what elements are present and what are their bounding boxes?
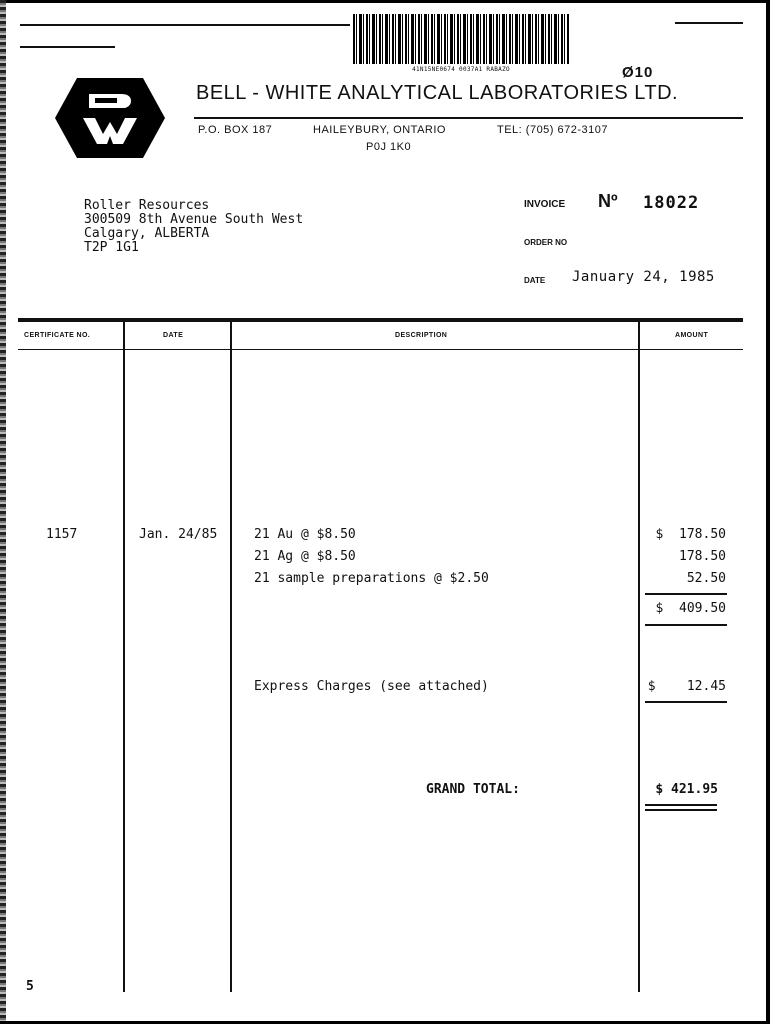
header-description: DESCRIPTION xyxy=(395,332,448,339)
barcode-text: 41N15NE0674 0037A1 RABAZO xyxy=(412,66,510,73)
header-amount: AMOUNT xyxy=(675,332,709,339)
grand-total-underline xyxy=(645,804,717,806)
line-description: 21 sample preparations @ $2.50 xyxy=(254,571,489,586)
scan-border-right xyxy=(766,0,770,1024)
express-charges-description: Express Charges (see attached) xyxy=(254,679,489,694)
company-city: HAILEYBURY, ONTARIO xyxy=(313,124,446,136)
page-mark: 5 xyxy=(26,979,34,994)
line-description: 21 Au @ $8.50 xyxy=(254,527,356,542)
invoice-number: 18022 xyxy=(643,193,700,213)
grand-total-double-underline xyxy=(645,809,717,811)
line-amount: 52.50 xyxy=(686,571,726,586)
header-top-rule-left xyxy=(20,24,350,26)
column-divider xyxy=(638,320,640,992)
table-top-rule xyxy=(18,318,743,322)
grand-total-amount: $ 421.95 xyxy=(655,782,718,797)
subtotal-rule xyxy=(645,593,727,595)
company-postal-code: P0J 1K0 xyxy=(366,141,412,153)
line-description: 21 Ag @ $8.50 xyxy=(254,549,356,564)
bill-to-postal: T2P 1G1 xyxy=(84,240,139,255)
line-amount: $ 178.50 xyxy=(655,527,726,542)
table-header-rule xyxy=(18,349,743,350)
order-number-label: ORDER NO xyxy=(524,238,568,247)
scan-mark xyxy=(20,46,115,48)
invoice-label: INVOICE xyxy=(524,199,566,210)
company-logo-icon xyxy=(55,78,165,158)
certificate-number: 1157 xyxy=(46,527,78,542)
company-underline xyxy=(194,117,743,119)
scan-border-top xyxy=(0,0,770,3)
express-charges-amount: $ 12.45 xyxy=(647,679,726,694)
bill-to-city: Calgary, ALBERTA xyxy=(84,226,210,241)
bill-to-address xyxy=(84,199,303,255)
invoice-date: January 24, 1985 xyxy=(572,269,715,285)
invoice-number-mark: Nº xyxy=(598,191,618,211)
company-name: BELL - WHITE ANALYTICAL LABORATORIES LTD. xyxy=(196,82,679,104)
grand-total-label: GRAND TOTAL: xyxy=(426,782,520,797)
barcode xyxy=(353,14,569,64)
header-certificate-no: CERTIFICATE NO. xyxy=(24,332,91,339)
date-label: DATE xyxy=(524,276,546,285)
line-amount: 178.50 xyxy=(679,549,726,564)
scan-border-left xyxy=(0,0,6,1024)
subtotal-underline xyxy=(645,624,727,626)
header-top-rule-right xyxy=(675,22,743,24)
line-date: Jan. 24/85 xyxy=(139,527,218,542)
subtotal-amount: $ 409.50 xyxy=(655,601,726,616)
document-code: Ø10 xyxy=(622,64,654,81)
company-phone: TEL: (705) 672-3107 xyxy=(497,124,609,136)
column-divider xyxy=(123,320,125,992)
bill-to-name: Roller Resources xyxy=(84,198,210,213)
header-date: DATE xyxy=(163,332,184,339)
column-divider xyxy=(230,320,232,992)
company-po-box: P.O. BOX 187 xyxy=(198,124,273,136)
express-underline xyxy=(645,701,727,703)
bill-to-street: 300509 8th Avenue South West xyxy=(84,212,304,227)
